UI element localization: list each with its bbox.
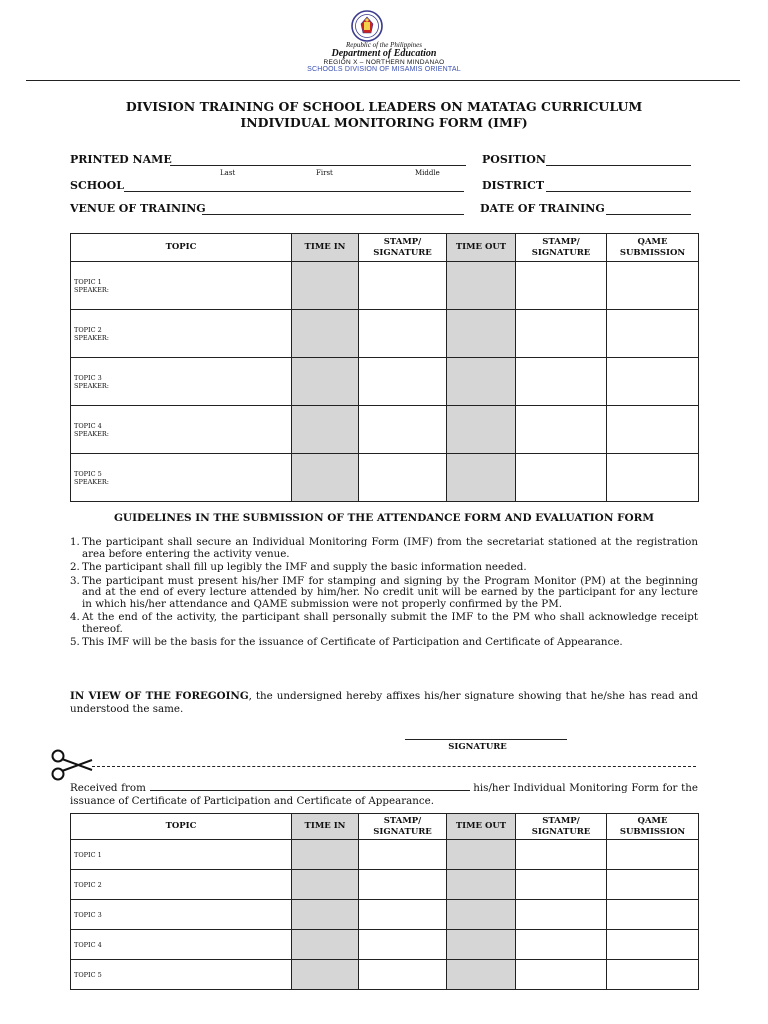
middle-name-caption: Middle (415, 169, 440, 177)
col-stamp-in: STAMP/ SIGNATURE (359, 814, 447, 840)
time-in-cell[interactable] (292, 900, 359, 930)
time-in-cell[interactable] (292, 310, 359, 358)
time-in-cell[interactable] (292, 454, 359, 502)
list-item: 3. The participant must present his/her IMF for stamping and signing by the Program Monitor (PM) at the beginning and at the end of every lecture attended by him/her. No credit unit will be earned by the participant for any lecture in which his/her attendance and QAME submission were not properly confirmed by the PM. (70, 574, 698, 610)
first-name-caption: First (316, 169, 333, 177)
time-out-cell[interactable] (447, 840, 516, 870)
guidelines-title: GUIDELINES IN THE SUBMISSION OF THE ATTENDANCE FORM AND EVALUATION FORM (113, 512, 655, 524)
time-out-cell[interactable] (447, 406, 516, 454)
stamp-out-cell[interactable] (516, 310, 607, 358)
header-department: Department of Education (331, 48, 437, 59)
topic-cell (71, 310, 292, 358)
guidelines-list (70, 537, 698, 651)
col-stamp-out: STAMP/ SIGNATURE (516, 234, 607, 262)
header-divider (26, 80, 740, 81)
col-time-out: TIME OUT (447, 234, 516, 262)
scissors-icon (50, 748, 94, 782)
table-row (71, 960, 699, 990)
table-row (71, 870, 699, 900)
stamp-out-cell[interactable] (516, 454, 607, 502)
qame-cell[interactable] (607, 840, 699, 870)
time-in-cell[interactable] (292, 870, 359, 900)
printed-name-label: PRINTED NAME (70, 153, 172, 166)
stamp-in-cell[interactable] (359, 454, 447, 502)
qame-cell[interactable] (607, 870, 699, 900)
stamp-out-cell[interactable] (516, 960, 607, 990)
qame-cell[interactable] (607, 358, 699, 406)
topic-cell (71, 454, 292, 502)
speaker-label: SPEAKER: (74, 285, 109, 294)
guideline-text: At the end of the activity, the participant shall personally submit the IMF to the PM who shall acknowledge receipt thereof. (82, 611, 698, 635)
guideline-text: The participant shall fill up legibly the IMF and supply the basic information needed. (82, 561, 527, 573)
topic-cell (71, 262, 292, 310)
time-in-cell[interactable] (292, 930, 359, 960)
topic-label: TOPIC 1 (71, 840, 292, 870)
time-out-cell[interactable] (447, 900, 516, 930)
qame-cell[interactable] (607, 930, 699, 960)
time-out-cell[interactable] (447, 454, 516, 502)
printed-name-field[interactable] (170, 165, 466, 166)
venue-field[interactable] (202, 214, 464, 215)
table-row (71, 358, 699, 406)
form-title: DIVISION TRAINING OF SCHOOL LEADERS ON MATATAG CURRICULUM (125, 99, 643, 114)
signature-label: SIGNATURE (448, 742, 507, 752)
receipt-table (70, 813, 699, 990)
time-out-cell[interactable] (447, 262, 516, 310)
stamp-in-cell[interactable] (359, 406, 447, 454)
stamp-in-cell[interactable] (359, 870, 447, 900)
form-subtitle: INDIVIDUAL MONITORING FORM (IMF) (240, 115, 528, 130)
stamp-in-cell[interactable] (359, 262, 447, 310)
receipt-paragraph (70, 781, 698, 808)
time-in-cell[interactable] (292, 262, 359, 310)
time-out-cell[interactable] (447, 870, 516, 900)
stamp-out-cell[interactable] (516, 900, 607, 930)
list-item: 1. The participant shall secure an Individual Monitoring Form (IMF) from the secretariat stationed at the registration area before entering the activity venue. (70, 536, 698, 560)
received-from-label: Received from (70, 782, 146, 794)
foregoing-text: , the undersigned hereby affixes his/her signature showing that he/she has read and understood the same. (70, 690, 698, 715)
signature-field[interactable] (405, 739, 567, 740)
stamp-out-cell[interactable] (516, 358, 607, 406)
col-time-in: TIME IN (292, 814, 359, 840)
school-label: SCHOOL (70, 179, 124, 192)
stamp-in-cell[interactable] (359, 900, 447, 930)
table-row (71, 930, 699, 960)
stamp-out-cell[interactable] (516, 840, 607, 870)
time-in-cell[interactable] (292, 358, 359, 406)
time-out-cell[interactable] (447, 960, 516, 990)
time-out-cell[interactable] (447, 930, 516, 960)
cut-line (92, 766, 696, 767)
topic-label: TOPIC 4 (71, 930, 292, 960)
list-item: 4. At the end of the activity, the participant shall personally submit the IMF to the PM who shall acknowledge receipt thereof. (70, 611, 698, 635)
qame-cell[interactable] (607, 406, 699, 454)
receipt-text: his/her Individual Monitoring Form for the issuance of Certificate of Participation and Certificate of Appearance. (70, 782, 698, 807)
date-field[interactable] (606, 214, 691, 215)
table-row (71, 406, 699, 454)
time-out-cell[interactable] (447, 310, 516, 358)
position-field[interactable] (546, 165, 691, 166)
col-topic: TOPIC (71, 234, 292, 262)
stamp-in-cell[interactable] (359, 358, 447, 406)
table-header-row (71, 234, 699, 262)
speaker-label: SPEAKER: (74, 381, 109, 390)
foregoing-bold: IN VIEW OF THE FOREGOING (70, 690, 249, 702)
list-item: 5. This IMF will be the basis for the issuance of Certificate of Participation and Certificate of Appearance. (70, 636, 623, 648)
table-row (71, 262, 699, 310)
position-label: POSITION (482, 153, 546, 166)
topic-cell (71, 406, 292, 454)
col-topic: TOPIC (71, 814, 292, 840)
guideline-text: This IMF will be the basis for the issuance of Certificate of Participation and Certificate of Appearance. (82, 636, 623, 648)
received-from-field[interactable] (150, 781, 470, 791)
attendance-table (70, 233, 699, 502)
col-stamp-out: STAMP/ SIGNATURE (516, 814, 607, 840)
district-label: DISTRICT (482, 179, 545, 192)
topic-label: TOPIC 2 (74, 325, 102, 334)
list-item: 2. The participant shall fill up legibly the IMF and supply the basic information needed. (70, 561, 527, 573)
stamp-in-cell[interactable] (359, 310, 447, 358)
foregoing-paragraph (70, 690, 698, 716)
stamp-in-cell[interactable] (359, 930, 447, 960)
last-name-caption: Last (220, 169, 236, 177)
district-field[interactable] (546, 191, 691, 192)
topic-label: TOPIC 4 (74, 421, 102, 430)
table-row (71, 840, 699, 870)
speaker-label: SPEAKER: (74, 429, 109, 438)
date-label: DATE OF TRAINING (480, 202, 605, 215)
topic-label: TOPIC 5 (74, 469, 102, 478)
qame-cell[interactable] (607, 310, 699, 358)
speaker-label: SPEAKER: (74, 333, 109, 342)
deped-seal-logo (351, 10, 383, 42)
topic-label: TOPIC 2 (71, 870, 292, 900)
qame-cell[interactable] (607, 900, 699, 930)
header-region: REGION X – NORTHERN MINDANAO (323, 59, 445, 66)
table-header-row (71, 814, 699, 840)
header-division: SCHOOLS DIVISION OF MISAMIS ORIENTAL (307, 66, 461, 73)
time-in-cell[interactable] (292, 840, 359, 870)
qame-cell[interactable] (607, 454, 699, 502)
time-in-cell[interactable] (292, 406, 359, 454)
col-time-out: TIME OUT (447, 814, 516, 840)
school-field[interactable] (124, 191, 464, 192)
topic-label: TOPIC 3 (71, 900, 292, 930)
topic-cell (71, 358, 292, 406)
stamp-out-cell[interactable] (516, 870, 607, 900)
table-row (71, 900, 699, 930)
stamp-out-cell[interactable] (516, 262, 607, 310)
stamp-in-cell[interactable] (359, 840, 447, 870)
qame-cell[interactable] (607, 262, 699, 310)
time-out-cell[interactable] (447, 358, 516, 406)
header-republic: Republic of the Philippines (345, 41, 422, 49)
stamp-out-cell[interactable] (516, 406, 607, 454)
table-row (71, 310, 699, 358)
topic-label: TOPIC 1 (74, 277, 102, 286)
col-qame: QAME SUBMISSION (607, 814, 699, 840)
guideline-text: The participant must present his/her IMF for stamping and signing by the Program Monitor (PM) at the beginning and at the end of every lecture attended by him/her. No credit unit will be earned by the participant for any lecture in which his/her attendance and QAME submission were not properly confirmed by the PM. (82, 574, 698, 610)
topic-label: TOPIC 5 (71, 960, 292, 990)
col-stamp-in: STAMP/ SIGNATURE (359, 234, 447, 262)
stamp-in-cell[interactable] (359, 960, 447, 990)
time-in-cell[interactable] (292, 960, 359, 990)
col-qame: QAME SUBMISSION (607, 234, 699, 262)
col-time-in: TIME IN (292, 234, 359, 262)
venue-label: VENUE OF TRAINING (70, 202, 206, 215)
stamp-out-cell[interactable] (516, 930, 607, 960)
topic-label: TOPIC 3 (74, 373, 102, 382)
guideline-text: The participant shall secure an Individual Monitoring Form (IMF) from the secretariat stationed at the registration area before entering the activity venue. (82, 536, 698, 560)
qame-cell[interactable] (607, 960, 699, 990)
table-row (71, 454, 699, 502)
speaker-label: SPEAKER: (74, 477, 109, 486)
